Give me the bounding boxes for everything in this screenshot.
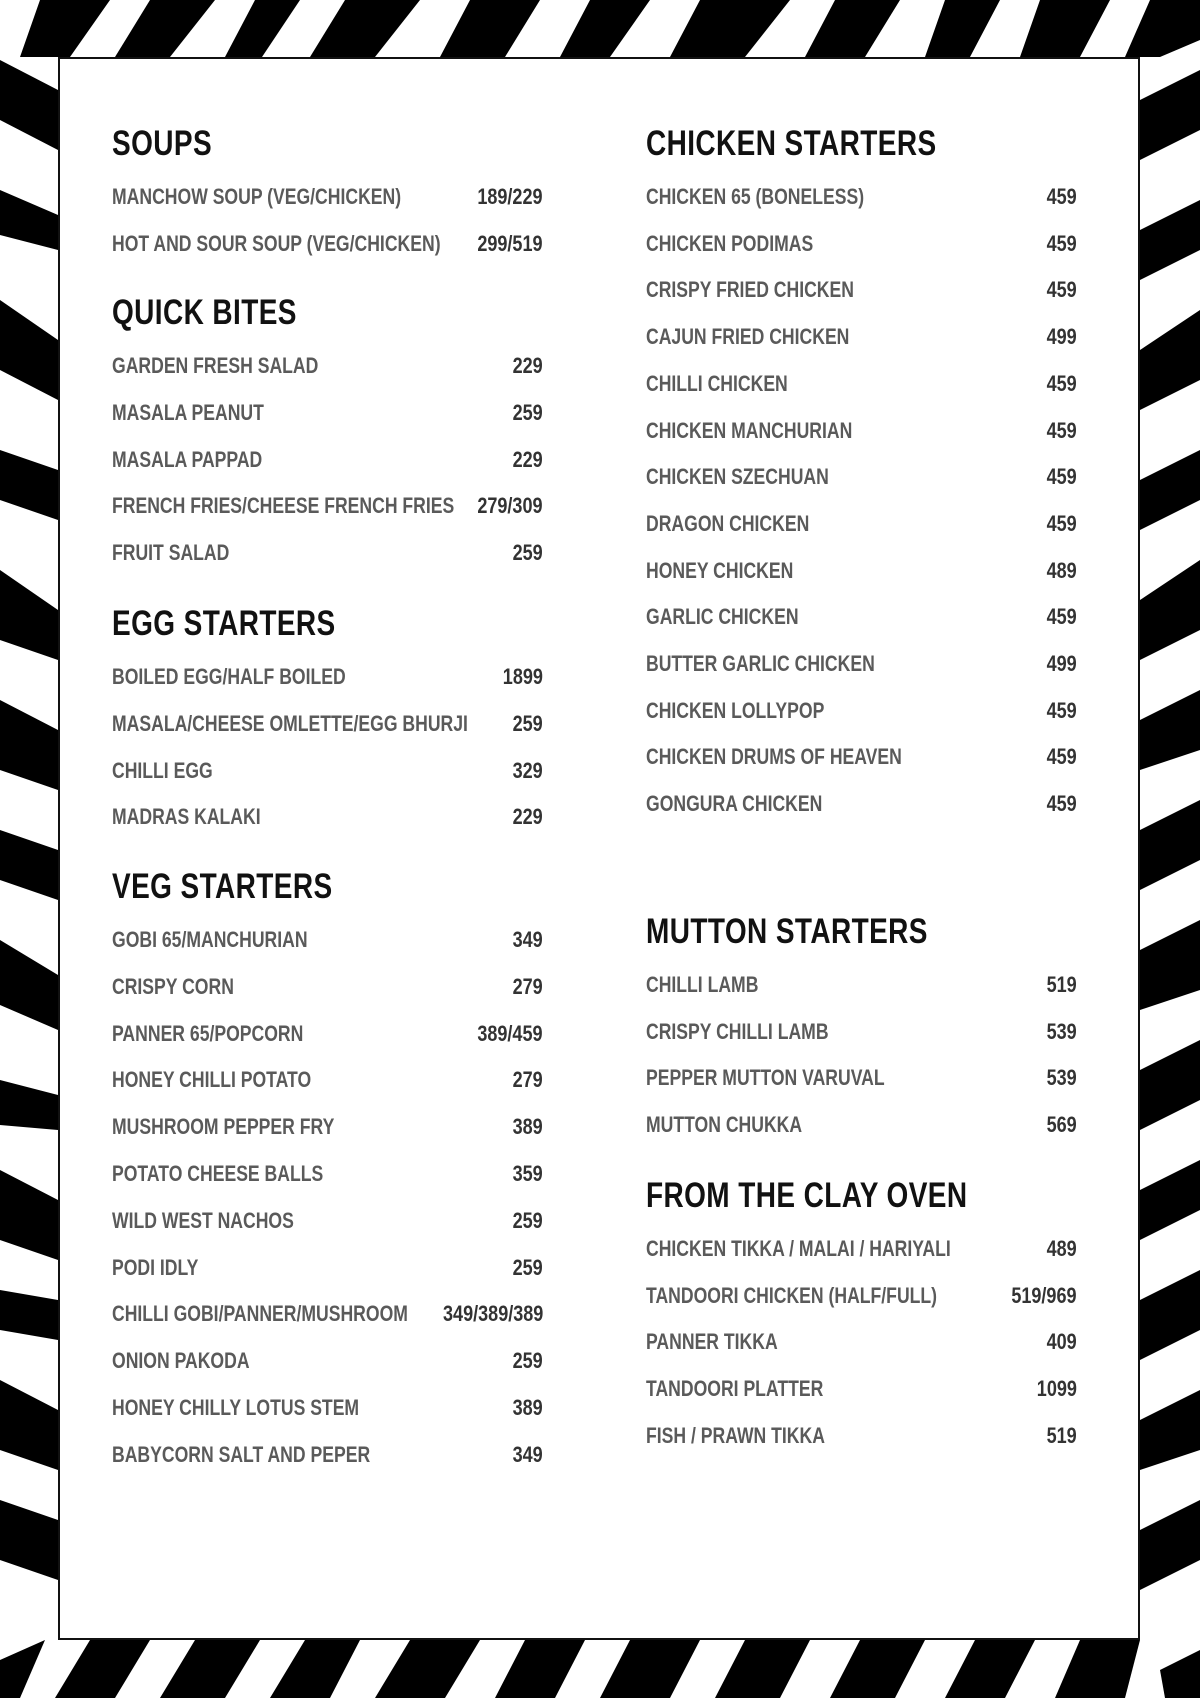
- menu-item-price: 539: [1046, 1065, 1077, 1091]
- menu-item: [112, 802, 543, 832]
- menu-item-name: CHICKEN PODIMAS: [646, 230, 814, 256]
- menu-item-name: CRISPY FRIED CHICKEN: [646, 277, 854, 303]
- menu-item-name: CRISPY CHILLI LAMB: [646, 1018, 829, 1044]
- menu-item: [112, 662, 543, 692]
- menu-item-name: GARLIC CHICKEN: [646, 604, 799, 630]
- menu-item-price: 459: [1046, 230, 1077, 256]
- menu-item: [112, 1206, 543, 1236]
- menu-item-name: FRUIT SALAD: [112, 540, 230, 566]
- section-title: QUICK BITES: [112, 293, 297, 332]
- menu-item: [646, 369, 1077, 399]
- menu-item: [646, 1327, 1077, 1357]
- menu-item: [112, 756, 543, 786]
- menu-item-name: ONION PAKODA: [112, 1348, 250, 1374]
- menu-item-name: MUSHROOM PEPPER FRY: [112, 1114, 335, 1140]
- menu-item-name: CHICKEN LOLLYPOP: [646, 697, 825, 723]
- menu-item: [112, 1393, 543, 1423]
- menu-item-name: MADRAS KALAKI: [112, 804, 261, 830]
- menu-item-price: 569: [1046, 1112, 1077, 1138]
- menu-item: [112, 1112, 543, 1142]
- menu-item-price: 499: [1046, 651, 1077, 676]
- menu-item: [112, 445, 543, 475]
- menu-item: [112, 351, 543, 381]
- menu-item-name: HONEY CHILLI POTATO: [112, 1067, 312, 1093]
- menu-item-price: 259: [512, 540, 543, 566]
- menu-item: [112, 1440, 543, 1470]
- menu-item-price: 459: [1046, 277, 1077, 303]
- menu-item-price: 389: [512, 1114, 543, 1140]
- menu-item: [646, 649, 1077, 679]
- menu-item-price: 459: [1046, 417, 1077, 443]
- menu-item-name: PANNER TIKKA: [646, 1329, 778, 1355]
- menu-item-name: GARDEN FRESH SALAD: [112, 353, 319, 378]
- menu-item-name: TANDOORI PLATTER: [646, 1376, 824, 1402]
- menu-item-price: 459: [1046, 184, 1077, 209]
- menu-item: [646, 229, 1077, 259]
- menu-item-price: 519/969: [1011, 1282, 1077, 1308]
- menu-item-price: 189/229: [477, 184, 543, 209]
- section-title: VEG STARTERS: [112, 867, 333, 906]
- menu-item-price: 349: [512, 927, 543, 952]
- menu-item-price: 259: [512, 710, 543, 736]
- menu-item-name: BOILED EGG/HALF BOILED: [112, 664, 346, 689]
- menu-item: [112, 182, 543, 212]
- menu-item-name: DRAGON CHICKEN: [646, 510, 810, 536]
- menu-item-name: BUTTER GARLIC CHICKEN: [646, 651, 875, 676]
- menu-item-price: 539: [1046, 1018, 1077, 1044]
- menu-item: [112, 1065, 543, 1095]
- menu-item: [646, 1110, 1077, 1140]
- menu-item: [112, 972, 543, 1002]
- menu-item-price: 459: [1046, 744, 1077, 770]
- menu-item-name: CHILLI CHICKEN: [646, 370, 788, 396]
- menu-item: [646, 789, 1077, 819]
- menu-item-price: 499: [1046, 324, 1077, 350]
- menu-item: [112, 229, 543, 259]
- menu-item-name: FRENCH FRIES/CHEESE FRENCH FRIES: [112, 493, 455, 519]
- menu-item-name: PEPPER MUTTON VARUVAL: [646, 1065, 885, 1091]
- menu-item-name: HOT AND SOUR SOUP (VEG/CHICKEN): [112, 230, 441, 256]
- menu-item-name: WILD WEST NACHOS: [112, 1207, 294, 1233]
- menu-item-name: GOBI 65/MANCHURIAN: [112, 927, 308, 952]
- menu-item: [112, 1299, 543, 1329]
- menu-item-price: 259: [512, 1207, 543, 1233]
- menu-item: [646, 322, 1077, 352]
- menu-item-name: TANDOORI CHICKEN (HALF/FULL): [646, 1282, 938, 1308]
- menu-item: [646, 1281, 1077, 1311]
- menu-item: [646, 1017, 1077, 1047]
- menu-item-name: CAJUN FRIED CHICKEN: [646, 324, 850, 350]
- menu-item: [646, 1421, 1077, 1451]
- menu-item-price: 299/519: [477, 230, 543, 256]
- menu-item-price: 259: [512, 1348, 543, 1374]
- menu-item-price: 229: [512, 446, 543, 472]
- menu-item-price: 259: [512, 399, 543, 425]
- menu-item-price: 459: [1046, 697, 1077, 723]
- menu-item-name: MASALA/CHEESE OMLETTE/EGG BHURJI: [112, 710, 468, 736]
- section-title: SOUPS: [112, 124, 213, 163]
- menu-item-name: MANCHOW SOUP (VEG/CHICKEN): [112, 184, 402, 209]
- menu-item-price: 459: [1046, 510, 1077, 536]
- menu-item: [112, 1346, 543, 1376]
- menu-item: [112, 709, 543, 739]
- menu-item-price: 349/389/389: [442, 1301, 543, 1327]
- menu-item-price: 1099: [1036, 1376, 1077, 1402]
- menu-item-name: PODI IDLY: [112, 1254, 199, 1280]
- menu-item-price: 279/309: [477, 493, 543, 519]
- menu-item-price: 229: [512, 804, 543, 830]
- menu-item-price: 279: [512, 1067, 543, 1093]
- menu-item-price: 459: [1046, 791, 1077, 817]
- menu-item: [646, 602, 1077, 632]
- menu-item: [646, 275, 1077, 305]
- menu-item: [112, 1159, 543, 1189]
- menu-item-name: CHICKEN TIKKA / MALAI / HARIYALI: [646, 1236, 951, 1261]
- menu-item-name: GONGURA CHICKEN: [646, 791, 823, 817]
- menu-item: [646, 1234, 1077, 1264]
- menu-item-name: MUTTON CHUKKA: [646, 1112, 803, 1138]
- menu-item-price: 459: [1046, 604, 1077, 630]
- section-title: CHICKEN STARTERS: [646, 124, 937, 163]
- section-title: EGG STARTERS: [112, 604, 336, 643]
- menu-item-name: HONEY CHILLY LOTUS STEM: [112, 1395, 360, 1420]
- menu-item-price: 459: [1046, 464, 1077, 490]
- section-title: FROM THE CLAY OVEN: [646, 1176, 968, 1215]
- menu-item-price: 389: [512, 1395, 543, 1420]
- menu-item-price: 349: [512, 1441, 543, 1467]
- menu-item: [112, 538, 543, 568]
- menu-item-name: PANNER 65/POPCORN: [112, 1020, 304, 1046]
- menu-item: [646, 1063, 1077, 1093]
- menu-item: [646, 1374, 1077, 1404]
- menu-item-name: CHILLI EGG: [112, 757, 213, 783]
- menu-item-name: CHICKEN SZECHUAN: [646, 464, 829, 490]
- menu-item-price: 229: [512, 353, 543, 378]
- menu-item-price: 389/459: [477, 1020, 543, 1046]
- menu-item: [646, 416, 1077, 446]
- menu-item: [646, 182, 1077, 212]
- menu-item: [646, 509, 1077, 539]
- menu-card: [58, 57, 1140, 1640]
- menu-item-name: POTATO CHEESE BALLS: [112, 1161, 324, 1186]
- menu-item-price: 259: [512, 1254, 543, 1280]
- menu-item-name: CRISPY CORN: [112, 973, 234, 999]
- menu-item-name: FISH / PRAWN TIKKA: [646, 1422, 825, 1448]
- menu-item-price: 489: [1046, 557, 1077, 583]
- menu-item: [646, 556, 1077, 586]
- menu-item-price: 1899: [502, 664, 543, 689]
- menu-item-price: 409: [1046, 1329, 1077, 1355]
- menu-item-price: 489: [1046, 1236, 1077, 1261]
- menu-item-name: CHILLI LAMB: [646, 972, 759, 997]
- section-title: MUTTON STARTERS: [646, 912, 928, 951]
- menu-item: [646, 462, 1077, 492]
- menu-item-price: 459: [1046, 370, 1077, 396]
- menu-item-name: MASALA PAPPAD: [112, 446, 263, 472]
- menu-item-price: 519: [1046, 1422, 1077, 1448]
- menu-item: [646, 696, 1077, 726]
- menu-item: [112, 1253, 543, 1283]
- menu-item-price: 519: [1046, 972, 1077, 997]
- menu-item-name: CHICKEN DRUMS OF HEAVEN: [646, 744, 902, 770]
- menu-item: [112, 925, 543, 955]
- menu-item-name: MASALA PEANUT: [112, 399, 264, 425]
- menu-item-name: CHICKEN MANCHURIAN: [646, 417, 853, 443]
- menu-item-price: 279: [512, 973, 543, 999]
- menu-item: [646, 970, 1077, 1000]
- menu-item: [112, 398, 543, 428]
- menu-item: [112, 491, 543, 521]
- menu-item-name: CHICKEN 65 (BONELESS): [646, 184, 865, 209]
- menu-item-name: CHILLI GOBI/PANNER/MUSHROOM: [112, 1301, 408, 1327]
- menu-item-name: HONEY CHICKEN: [646, 557, 794, 583]
- menu-item-price: 329: [512, 757, 543, 783]
- menu-item: [112, 1019, 543, 1049]
- menu-item-name: BABYCORN SALT AND PEPER: [112, 1441, 371, 1467]
- menu-item: [646, 742, 1077, 772]
- menu-item-price: 359: [512, 1161, 543, 1186]
